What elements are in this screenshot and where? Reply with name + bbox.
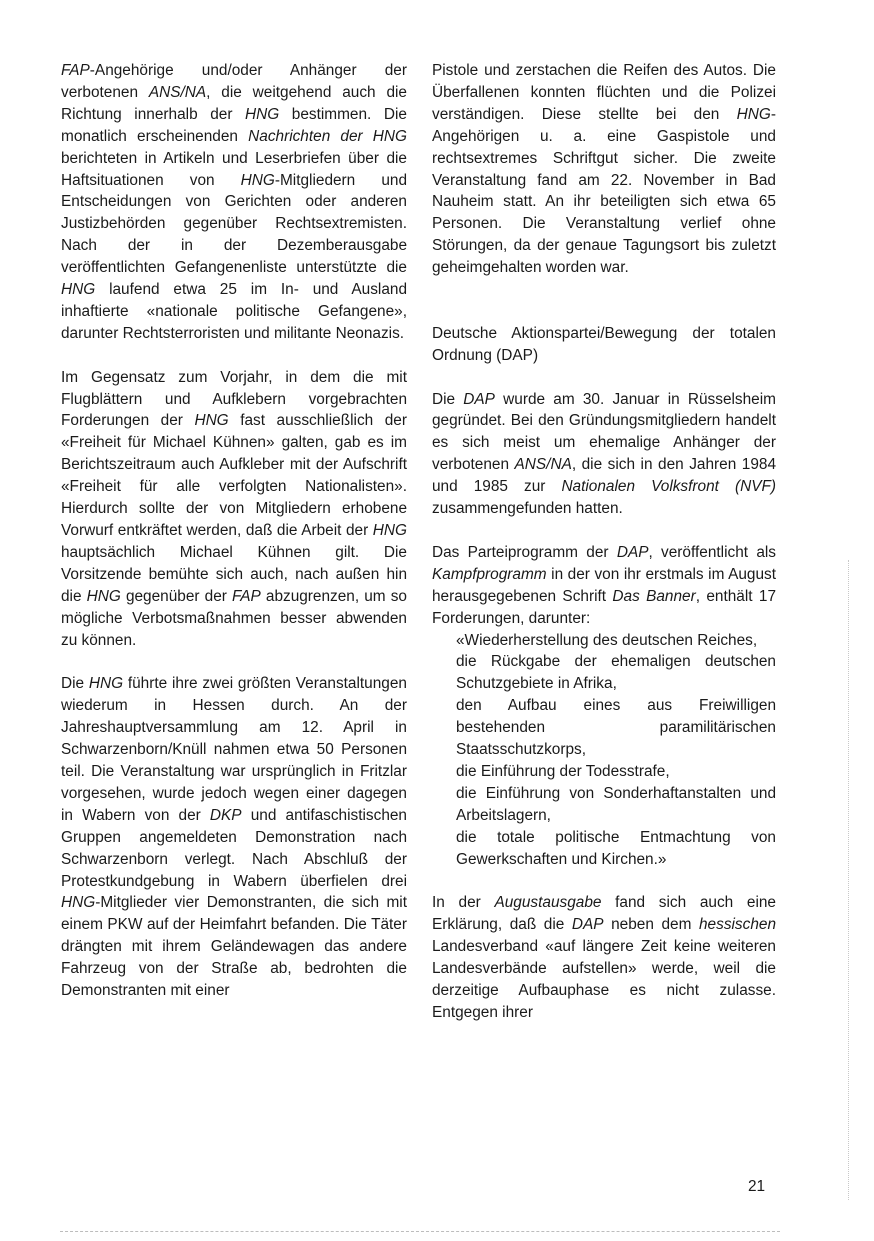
italic-term: FAP	[231, 587, 261, 605]
paragraph: FAP-Angehörige und/oder Anhänger der verbotenen ANS/NA, die weitgehend auch die Richtung innerhalb der HNG bestimmen. Die monatlich erscheinenden Nachrichten der HNG berichteten in Artikeln und Leserbriefen über die Haftsituationen von HNG-Mitgliedern und Entscheidungen von Gerichten oder anderen Justizbehörden gegenüber Rechtsextremisten. Nach der in der Dezemberausgabe veröffentlichten Gefangenenliste unterstützte die HNG laufend etwa 25 im In- und Ausland inhaftierte «nationale politische Gefangene», darunter Rechtsterroristen und militante Neonazis.	[61, 62, 407, 342]
italic-term: HNG	[245, 105, 280, 123]
italic-term: Augustausgabe	[494, 894, 602, 912]
right-column	[432, 60, 776, 1024]
scan-edge-line	[848, 560, 850, 1200]
italic-term: HNG	[372, 522, 407, 540]
italic-term: Nachrichten der HNG	[248, 127, 407, 145]
italic-term: Kampfprogramm	[432, 565, 547, 583]
paragraph: In der Augustausgabe fand sich auch eine Erklärung, daß die DAP neben dem hessischen Landesverband «auf längere Zeit keine weiteren Landesverbände aufstellen» werde, weil die derzeitige Aufbauphase es nicht zulasse. Entgegen ihrer	[432, 894, 776, 1021]
italic-term: HNG	[88, 675, 124, 693]
italic-term: ANS/NA	[514, 456, 572, 474]
left-column	[61, 60, 407, 1002]
scan-bottom-rule	[60, 1231, 780, 1233]
demands-quote	[432, 630, 776, 871]
section-heading: Deutsche Aktionspartei/Bewegung der totalen Ordnung (DAP)	[432, 324, 776, 364]
italic-term: DAP	[463, 390, 495, 408]
italic-term: HNG	[86, 587, 121, 605]
page-number: 21	[748, 1178, 766, 1195]
italic-term: Das Banner	[612, 587, 696, 605]
italic-term: Nationalen Volksfront (NVF)	[561, 478, 777, 496]
italic-term: DKP	[209, 806, 242, 824]
italic-term: HNG	[61, 894, 96, 912]
italic-term: hessischen	[699, 916, 776, 934]
italic-term: HNG	[736, 105, 771, 123]
italic-term: ANS/NA	[148, 83, 207, 101]
italic-term: DAP	[616, 543, 649, 561]
italic-term: HNG	[194, 412, 229, 430]
italic-term: HNG	[61, 281, 96, 299]
italic-term: DAP	[571, 916, 604, 934]
paragraph: Das Parteiprogramm der DAP, veröffentlicht als Kampfprogramm in der von ihr erstmals im August herausgegebenen Schrift Das Banner, enthält 17 Forderungen, darunter:	[432, 543, 777, 627]
quote-item: die Einführung der Todesstrafe,	[456, 762, 670, 780]
quote-item: die totale politische Entmachtung von Gewerkschaften und Kirchen.»	[456, 828, 776, 868]
italic-term: FAP	[61, 62, 90, 79]
paragraph: Im Gegensatz zum Vorjahr, in dem die mit Flugblättern und Aufklebern vorgebrachten Forderungen der HNG fast ausschließlich der «Freiheit für Michael Kühnen» galten, gab es im Berichtszeitraum auch Aufkleber mit der Aufschrift «Freiheit für alle verfolgten Nationalisten». Hierdurch sollte der von Mitgliedern erhobene Vorwurf entkräftet werden, daß die Arbeit der HNG hauptsächlich Michael Kühnen gilt. Die Vorsitzende bemühte sich auch, nach außen hin die HNG gegenüber der FAP abzugrenzen, um so mögliche Verbotsmaßnahmen besser abwenden zu können.	[61, 368, 407, 649]
quote-item: die Rückgabe der ehemaligen deutschen Schutzgebiete in Afrika,	[456, 653, 776, 693]
quote-item: die Einführung von Sonderhaftanstalten und Arbeitslagern,	[456, 784, 776, 824]
quote-item: «Wiederherstellung des deutschen Reiches,	[456, 631, 758, 649]
paragraph: Pistole und zerstachen die Reifen des Autos. Die Überfallenen konnten flüchten und die Polizei verständigen. Diese stellte bei den HNG-Angehörigen u. a. eine Gaspistole und rechtsextremes Schriftgut sicher. Die zweite Veranstaltung fand am 22. November in Bad Nauheim statt. An ihr beteiligten sich etwa 65 Personen. Die Veranstaltung verlief ohne Störungen, da der genaue Tagungsort bis zuletzt geheimgehalten worden war.	[432, 62, 776, 277]
paragraph: Die DAP wurde am 30. Januar in Rüsselsheim gegründet. Bei den Gründungsmitgliedern handelt es sich meist um ehemalige Anhänger der verbotenen ANS/NA, die sich in den Jahren 1984 und 1985 zur Nationalen Volksfront (NVF) zusammengefunden hatten.	[432, 390, 777, 518]
quote-item: den Aufbau eines aus Freiwilligen bestehenden paramilitärischen Staatsschutzkorps,	[456, 697, 776, 759]
italic-term: HNG	[240, 171, 275, 189]
paragraph: Die HNG führte ihre zwei größten Veranstaltungen wiederum in Hessen durch. An der Jahreshauptversammlung am 12. April in Schwarzenborn/Knüll nahmen etwa 50 Personen teil. Die Veranstaltung war ursprünglich in Fritzlar vorgesehen, wurde jedoch wegen einer dagegen in Wabern von der DKP und antifaschistischen Gruppen angemeldeten Demonstration nach Schwarzenborn verlegt. Nach Abschluß der Protestkundgebung in Wabern überfielen drei HNG-Mitglieder vier Demonstranten, die sich mit einem PKW auf der Heimfahrt befanden. Die Täter drängten mit ihrem Geländewagen das andere Fahrzeug von der Straße ab, bedrohten die Demonstranten mit einer	[61, 675, 407, 1000]
